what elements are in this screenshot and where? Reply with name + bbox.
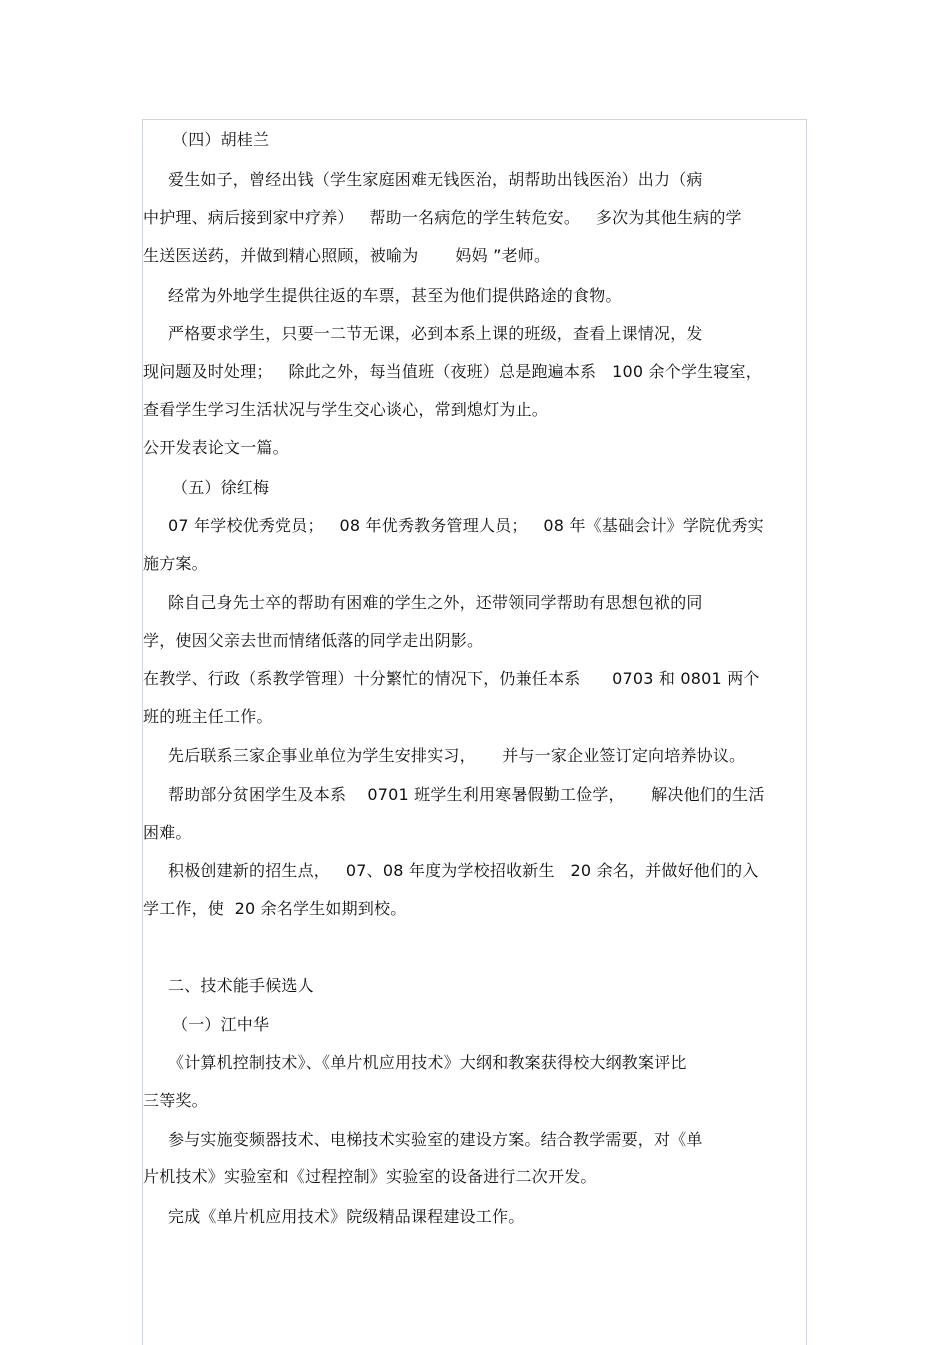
- paragraph-line: 生送医送药，并做到精心照顾，被喻为 妈妈 ”老师。: [143, 246, 551, 265]
- paragraph-line: 帮助部分贫困学生及本系 0701 班学生利用寒暑假勤工俭学， 解决他们的生活: [168, 785, 765, 804]
- paragraph-line: 困难。: [143, 823, 192, 842]
- paragraph-line: 完成《单片机应用技术》院级精品课程建设工作。: [168, 1207, 525, 1226]
- paragraph-line: 片机技术》实验室和《过程控制》实验室的设备进行二次开发。: [143, 1167, 597, 1186]
- paragraph-line: 在教学、行政（系教学管理）十分繁忙的情况下，仍兼任本系 0703 和 0801 两个: [143, 669, 760, 688]
- paragraph-line: 公开发表论文一篇。: [143, 438, 289, 457]
- paragraph-line: 积极创建新的招生点， 07、08 年度为学校招收新生 20 余名，并做好他们的入: [168, 861, 759, 880]
- paragraph-line: 班的班主任工作。: [143, 707, 273, 726]
- paragraph-line: 经常为外地学生提供往返的车票，甚至为他们提供路途的食物。: [168, 286, 622, 305]
- paragraph-line: 三等奖。: [143, 1091, 208, 1110]
- paragraph-line: 严格要求学生，只要一二节无课，必到本系上课的班级，查看上课情况，发: [168, 324, 703, 343]
- section-heading-2: 二、技术能手候选人: [168, 976, 314, 995]
- paragraph-line: 先后联系三家企事业单位为学生安排实习， 并与一家企业签订定向培养协议。: [168, 746, 746, 765]
- paragraph-line: 学，使因父亲去世而情绪低落的同学走出阴影。: [143, 631, 484, 650]
- paragraph-line: 07 年学校优秀党员； 08 年优秀教务管理人员； 08 年《基础会计》学院优秀实: [168, 516, 764, 535]
- paragraph-line: 《计算机控制技术》、《单片机应用技术》大纲和教案获得校大纲教案评比: [168, 1053, 687, 1072]
- paragraph-line: 现问题及时处理； 除此之外，每当值班（夜班）总是跑遍本系 100 余个学生寝室，: [143, 362, 762, 381]
- paragraph-line: 学工作，使 20 余名学生如期到校。: [143, 899, 407, 918]
- section-heading-4: （四）胡桂兰: [172, 130, 270, 149]
- paragraph-line: 施方案。: [143, 554, 208, 573]
- paragraph-line: 查看学生学习生活状况与学生交心谈心，常到熄灯为止。: [143, 400, 549, 419]
- paragraph-line: 除自己身先士卒的帮助有困难的学生之外，还带领同学帮助有思想包袱的同: [168, 593, 703, 612]
- paragraph-line: 中护理、病后接到家中疗养） 帮助一名病危的学生转危安。 多次为其他生病的学: [143, 208, 742, 227]
- paragraph-line: 参与实施变频器技术、电梯技术实验室的建设方案。结合教学需要，对《单: [168, 1130, 703, 1149]
- paragraph-line: 爱生如子，曾经出钱（学生家庭困难无钱医治，胡帮助出钱医治）出力（病: [168, 170, 703, 189]
- section-heading-1: （一）江中华: [172, 1015, 270, 1034]
- section-heading-5: （五）徐红梅: [172, 478, 270, 497]
